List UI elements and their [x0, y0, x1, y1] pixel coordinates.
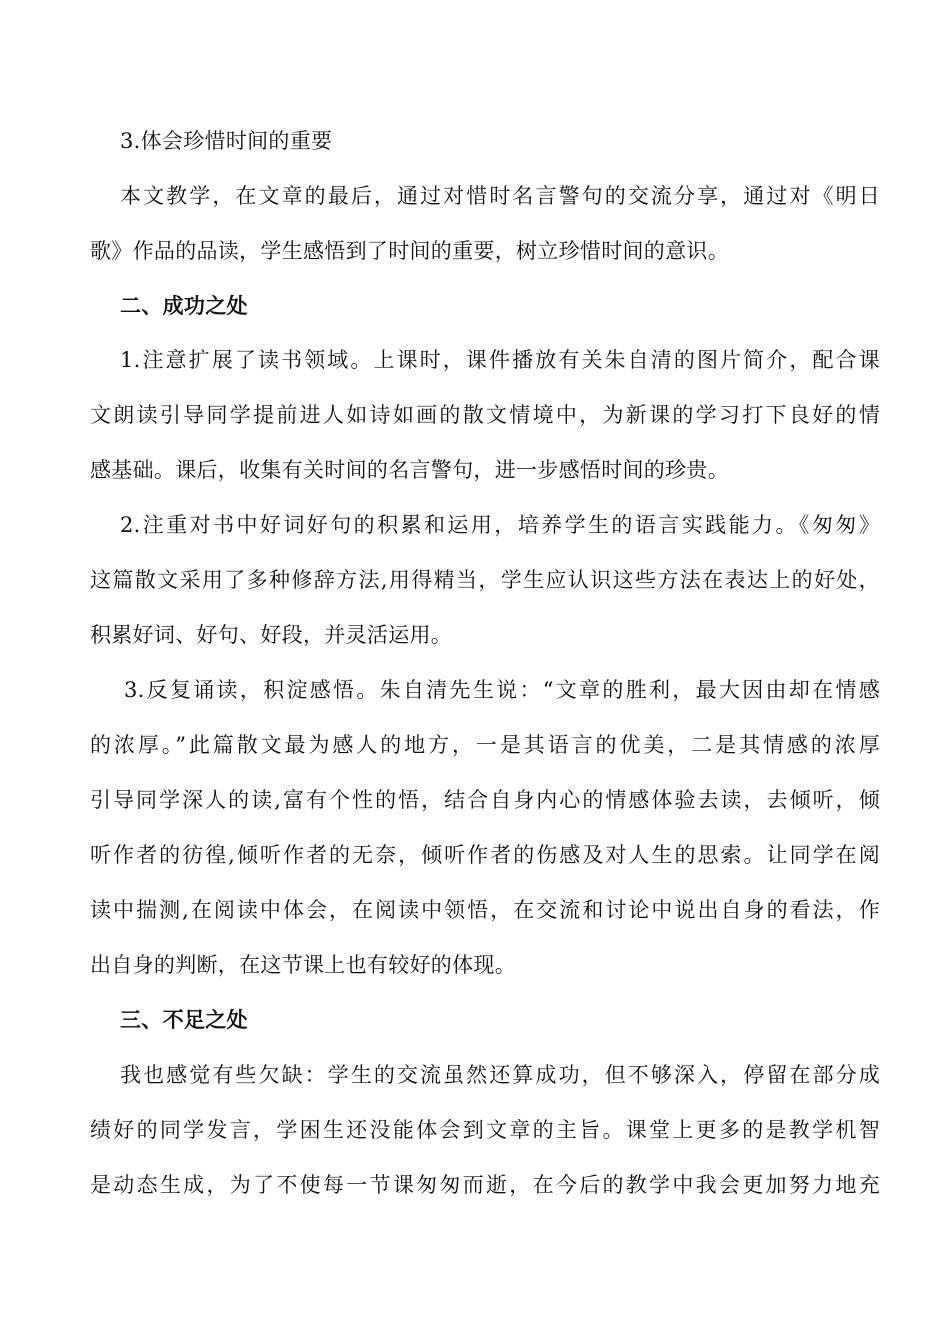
paragraph-line: 歌》作品的品读，学生感悟到了时间的重要，树立珍惜时间的意识。 [90, 239, 729, 263]
paragraph-line: 这篇散文采用了多种修辞方法,用得精当，学生应认识这些方法在表达上的好处， [90, 568, 880, 592]
paragraph-line: 听作者的彷徨,倾听作者的无奈，倾听作者的伤感及对人生的思索。让同学在阅 [90, 843, 880, 867]
paragraph-line: 是动态生成，为了不使每一节课匆匆而逝，在今后的教学中我会更加努力地充 [90, 1173, 880, 1197]
paragraph-line: 出自身的判断，在这节课上也有较好的体现。 [90, 953, 516, 977]
paragraph-line: 积累好词、好句、好段，并灵活运用。 [90, 623, 453, 647]
paragraph-line: 2.注重对书中好词好句的积累和运用，培养学生的语言实践能力。《匆匆》 [120, 513, 880, 537]
paragraph-line: 绩好的同学发言，学困生还没能体会到文章的主旨。课堂上更多的是教学机智 [90, 1118, 880, 1142]
paragraph-line: 1.注意扩展了读书领域。上课时，课件播放有关朱自清的图片简介，配合课 [120, 348, 880, 372]
paragraph-line: 文朗读引导同学提前进人如诗如画的散文情境中，为新课的学习打下良好的情 [90, 403, 880, 427]
section-heading-success: 二、成功之处 [120, 293, 248, 318]
paragraph-line: 读中揣测,在阅读中体会，在阅读中领悟，在交流和讨论中说出自身的看法，作 [90, 898, 880, 922]
point-3-heading: 3.体会珍惜时间的重要 [120, 129, 333, 153]
paragraph-line: 感基础。课后，收集有关时间的名言警句，进一步感悟时间的珍贵。 [90, 458, 729, 482]
section-heading-shortcomings: 三、不足之处 [120, 1007, 248, 1032]
paragraph-line: 3.反复诵读，积淀感悟。朱自清先生说：“文章的胜利，最大因由却在情感 [124, 678, 880, 702]
paragraph-line: 本文教学，在文章的最后，通过对惜时名言警句的交流分享，通过对《明日 [120, 184, 880, 208]
paragraph-line: 我也感觉有些欠缺：学生的交流虽然还算成功，但不够深入，停留在部分成 [120, 1063, 880, 1087]
paragraph-line: 的浓厚。”此篇散文最为感人的地方，一是其语言的优美，二是其情感的浓厚 [90, 733, 880, 757]
paragraph-line: 引导同学深人的读,富有个性的悟，结合自身内心的情感体验去读，去倾听，倾 [90, 788, 880, 812]
